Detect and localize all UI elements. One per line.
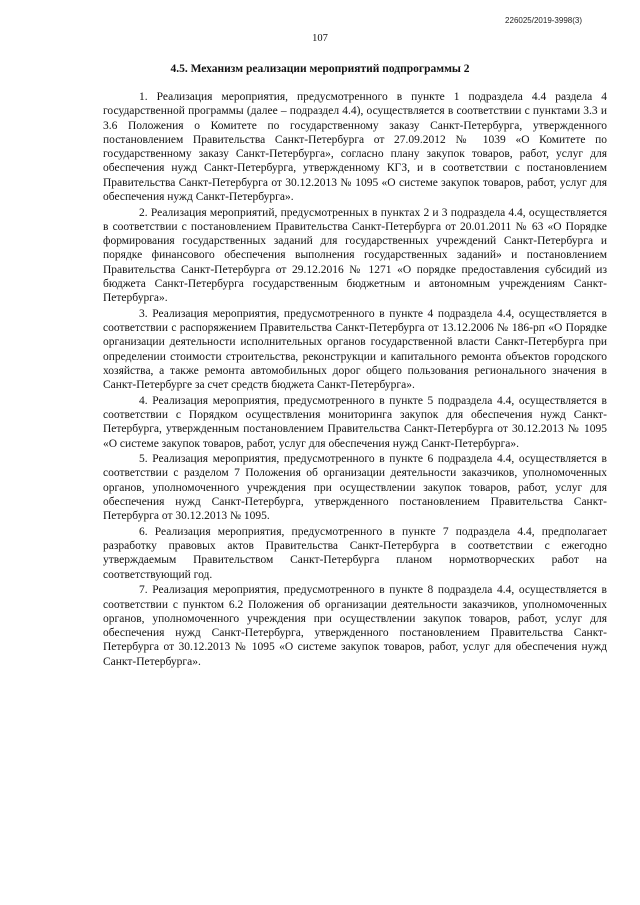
page-number: 107 — [312, 33, 328, 44]
document-body — [103, 90, 607, 670]
paragraph-6: 6. Реализация мероприятия, предусмотренного в пункте 7 подраздела 4.4, предполагает разработку правовых актов Правительства Санкт-Петербурга в соответствии с ежегодно утверждаемым Правительством Санкт-Петербурга планом нормотворческих работ на соответствующий год. — [103, 525, 607, 581]
paragraph-7: 7. Реализация мероприятия, предусмотренного в пункте 8 подраздела 4.4, осуществляется в соответствии с пунктом 6.2 Положения об организации деятельности заказчиков, уполномоченных органов, уполномоченного учреждения при осуществлении закупок товаров, работ, услуг для обеспечения нужд Санкт-Петербурга, утвержденного постановлением Правительства Санкт-Петербурга от 30.12.2013 № 1095 «О системе закупок товаров, работ, услуг для обеспечения нужд Санкт-Петербурга». — [103, 584, 607, 668]
paragraph-1: 1. Реализация мероприятия, предусмотренного в пункте 1 подраздела 4.4 раздела 4 государственной программы (далее – подраздел 4.4), осуществляется в соответствии с пунктами 3.3 и 3.6 Положения о Комитете по государственному заказу Санкт-Петербурга, утвержденного постановлением Правительства Санкт-Петербурга от 27.09.2012 № 1039 «О Комитете по государственному заказу Санкт-Петербурга», согласно плану закупок товаров, работ, услуг для обеспечения нужд Санкт-Петербурга, утвержденному КГЗ, и в соответствии с постановлением Правительства Санкт-Петербурга от 30.12.2013 № 1095 «О системе закупок товаров, работ, услуг для обеспечения нужд Санкт-Петербурга». — [103, 91, 607, 204]
paragraph-2: 2. Реализация мероприятий, предусмотренных в пунктах 2 и 3 подраздела 4.4, осуществляется в соответствии с постановлением Правительства Санкт-Петербурга от 20.01.2011 № 63 «О Порядке формирования государственных заданий для государственных учреждений Санкт-Петербурга и порядке финансового обеспечения выполнения государственных заданий» и постановлением Правительства Санкт-Петербурга от 29.12.2016 № 1271 «О порядке предоставления субсидий из бюджета Санкт-Петербурга государственным бюджетным и автономным учреждениям Санкт-Петербурга». — [103, 206, 607, 305]
paragraph-3: 3. Реализация мероприятия, предусмотренного в пункте 4 подраздела 4.4, осуществляется в соответствии с распоряжением Правительства Санкт-Петербурга от 13.12.2006 № 186-рп «О Порядке организации деятельности исполнительных органов государственной власти Санкт-Петербурга при определении стоимости строительства, реконструкции и капитального ремонта объектов городского хозяйства, а также ремонта автомобильных дорог общего пользования регионального значения в Санкт-Петербурге за счет средств бюджета Санкт-Петербурга». — [103, 307, 607, 392]
section-heading: 4.5. Механизм реализации мероприятий подпрограммы 2 — [170, 63, 470, 75]
paragraph-5: 5. Реализация мероприятия, предусмотренного в пункте 6 подраздела 4.4, осуществляется в соответствии с разделом 7 Положения об организации деятельности заказчиков, уполномоченных органов, уполномоченного учреждения при осуществлении закупок товаров, работ, услуг для обеспечения нужд Санкт-Петербурга, утвержденного постановлением Правительства Санкт-Петербурга от 30.12.2013 № 1095. — [103, 453, 607, 523]
paragraph-4: 4. Реализация мероприятия, предусмотренного в пункте 5 подраздела 4.4, осуществляется в соответствии с Порядком осуществления мониторинга закупок для обеспечения нужд Санкт-Петербурга, утвержденным постановлением Правительства Санкт-Петербурга от 30.12.2013 № 1095 «О системе закупок товаров, работ, услуг для обеспечения нужд Санкт-Петербурга». — [103, 394, 607, 450]
document-id: 226025/2019-3998(3) — [505, 16, 582, 25]
